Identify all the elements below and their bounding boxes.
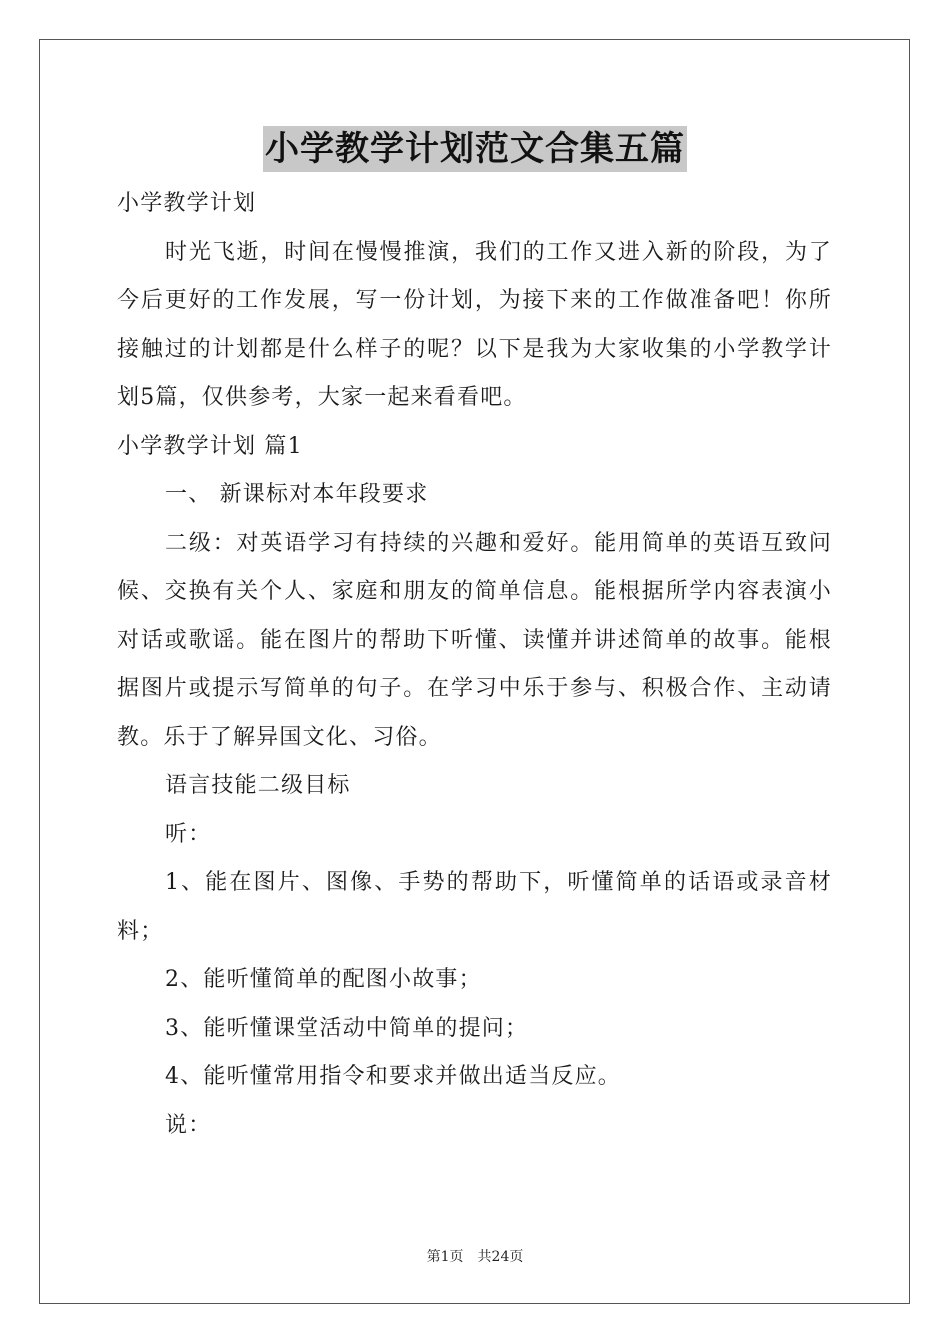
document-title: 小学教学计划范文合集五篇 (263, 126, 687, 172)
paragraph: 4、能听懂常用指令和要求并做出适当反应。 (165, 1064, 621, 1089)
paragraph: 1、能在图片、图像、手势的帮助下，听懂简单的话语或录音材料； (117, 870, 832, 944)
paragraph: 小学教学计划 (117, 191, 257, 216)
paragraph: 时光飞逝，时间在慢慢推演，我们的工作又进入新的阶段，为了今后更好的工作发展，写一份计划，为接下来的工作做准备吧！你所接触过的计划都是什么样子的呢？以下是我为大家收集的小学教学计划5篇，仅供参考，大家一起来看看吧。 (117, 239, 832, 410)
document-body (117, 180, 832, 1150)
paragraph: 听： (165, 821, 212, 847)
paragraph: 二级：对英语学习有持续的兴趣和爱好。能用简单的英语互致问候、交换有关个人、家庭和朋友的简单信息。能根据所学内容表演小对话或歌谣。能在图片的帮助下听懂、读懂并讲述简单的故事。能根据图片或提示写简单的句子。在学习中乐于参与、积极合作、主动请教。乐于了解异国文化、习俗。 (117, 530, 832, 750)
title-container (0, 126, 950, 172)
paragraph: 小学教学计划 篇1 (117, 433, 303, 459)
page-footer: 第1页 共24页 (426, 1249, 524, 1265)
paragraph: 说： (165, 1112, 212, 1138)
paragraph: 3、能听懂课堂活动中简单的提问； (165, 1015, 529, 1041)
paragraph: 一、 新课标对本年段要求 (165, 482, 429, 507)
paragraph: 2、能听懂简单的配图小故事； (165, 967, 482, 992)
paragraph: 语言技能二级目标 (165, 773, 351, 798)
